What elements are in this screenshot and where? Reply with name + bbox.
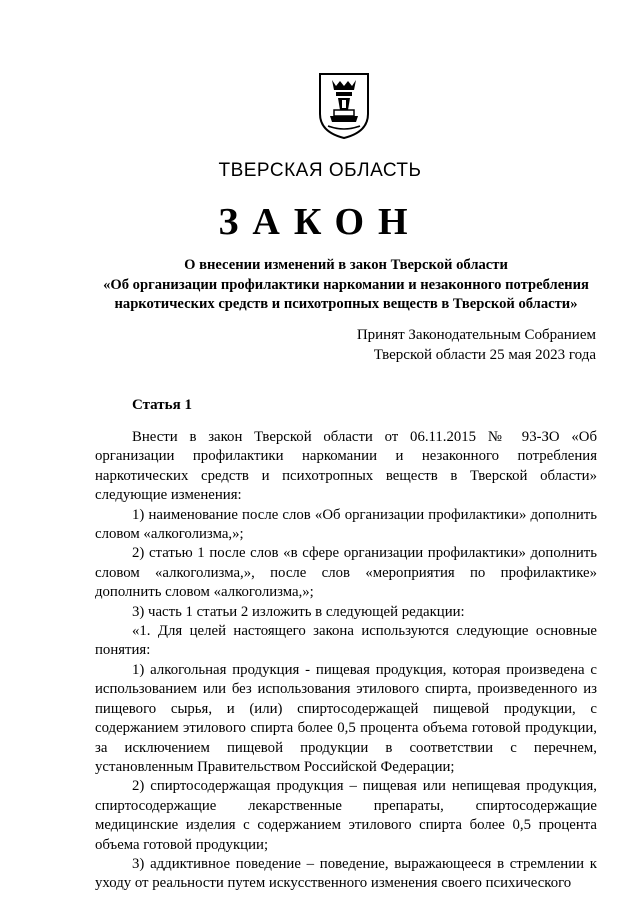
law-title-line: наркотических средств и психотропных веществ в Тверской области» [114,296,578,312]
paragraph: 1) наименование после слов «Об организации профилактики» дополнить словом «алкоголизма,»; [95,506,597,543]
document-body [95,428,597,894]
law-title-line: «Об организации профилактики наркомании и незаконного потребления [103,276,589,293]
paragraph: Внести в закон Тверской области от 06.11.2015 № 93-ЗО «Об организации профилактики наркомании и незаконного потребления наркотических средств и психотропных веществ в Тверской области» следующие изменения: [95,429,597,504]
paragraph: 3) аддиктивное поведение – поведение, выражающееся в стремлении к уходу от реальности путем искусственного изменения своего психического [95,855,597,892]
paragraph: 3) часть 1 статьи 2 изложить в следующей редакции: [132,603,465,620]
paragraph: 2) статью 1 после слов «в сфере организации профилактики» дополнить словом «алкоголизма,», после слов «мероприятия по профилактике» дополнить словом «алкоголизма,»; [95,545,597,601]
article-heading: Статья 1 [132,397,192,413]
law-title-line: О внесении изменений в закон Тверской области [184,257,508,273]
coat-of-arms-icon [316,70,372,142]
adoption-line: Принят Законодательным Собранием [356,327,596,343]
region-name: ТВЕРСКАЯ ОБЛАСТЬ [218,160,422,181]
paragraph: 1) алкогольная продукция - пищевая продукция, которая произведена с использованием или без использования этилового спирта, произведенного из пищевого сырья, и (или) спиртосодержащей пищевой продукции, с содержанием этилового спирта более 0,5 процента объема готовой продукции, за исключением пищевой продукции в соответствии с перечнем, установленным Правительством Российской Федерации; [95,661,597,775]
document-type: ЗАКОН [218,201,422,243]
law-title [92,256,600,315]
paragraph: 2) спиртосодержащая продукция – пищевая или непищевая продукция, спиртосодержащие лекарственные препараты, спиртосодержащие медицинские изделия с содержанием этилового спирта более 0,5 процента объема готовой продукции; [95,778,597,853]
paragraph: «1. Для целей настоящего закона используются следующие основные понятия: [95,623,597,659]
adoption-line: Тверской области 25 мая 2023 года [373,346,596,363]
adoption-note [357,326,596,365]
